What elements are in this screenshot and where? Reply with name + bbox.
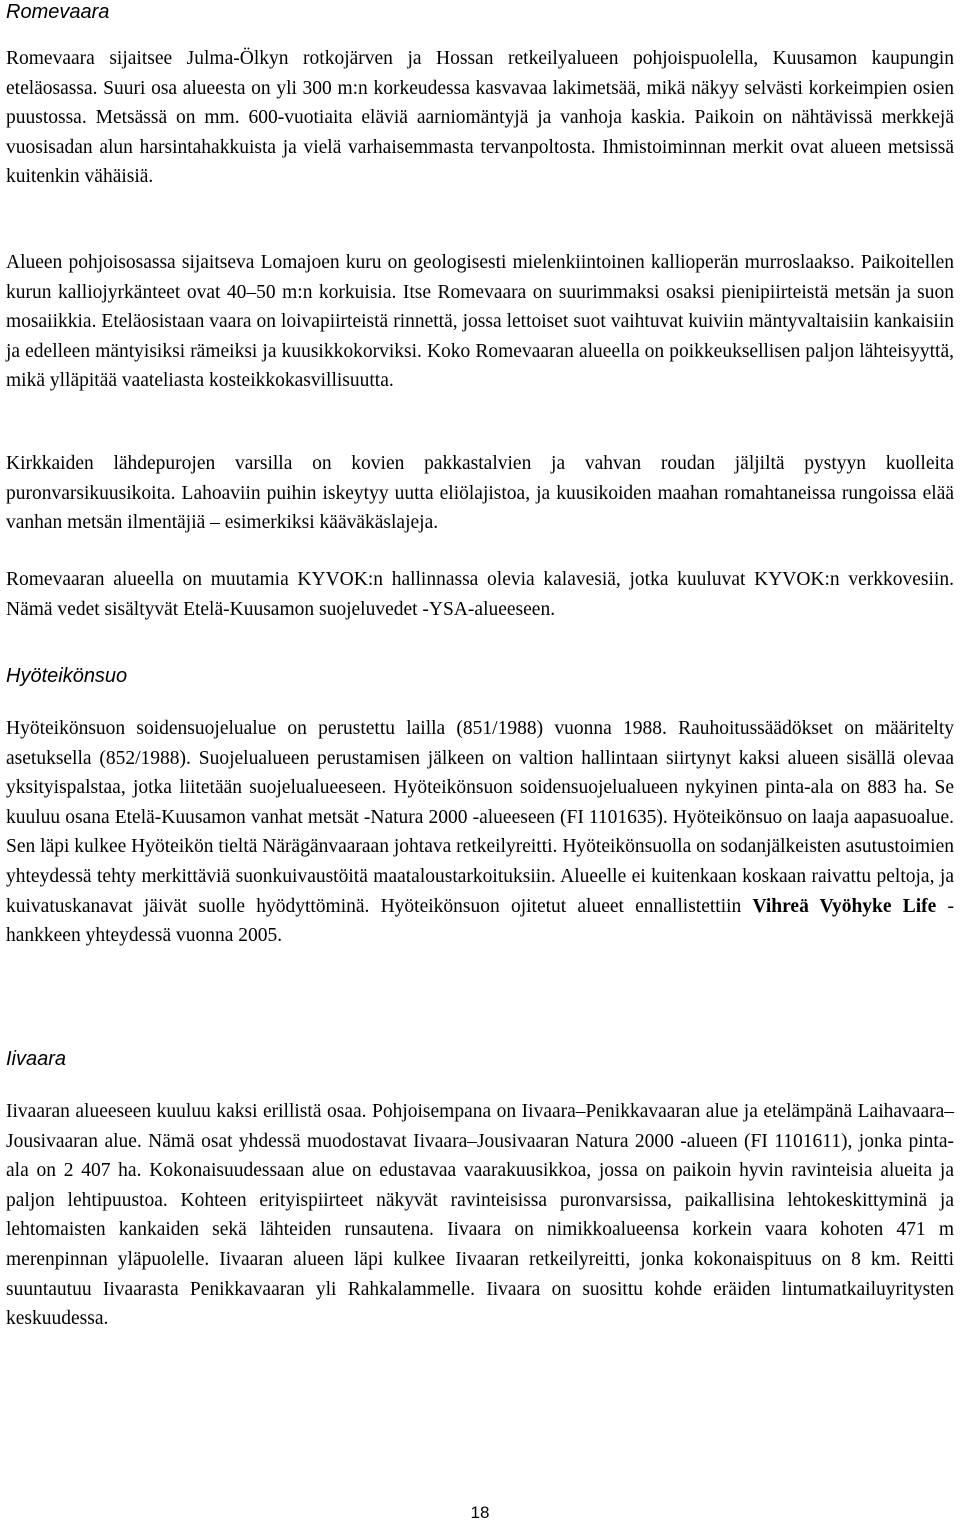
romevaara-paragraph-2: Alueen pohjoisosassa sijaitseva Lomajoen kuru on geologisesti mielenkiintoinen kallioperän murroslaakso. Paikoitellen kurun kalliojyrkänteet ovat 40–50 m:n korkuisia. Itse Romevaara on suurimmaksi osaksi pienipiirteistä metsän ja suon mosaiikkia. Eteläosistaan vaara on loivapiirteistä rinnettä, jossa lettoiset suot vaihtuvat kuiviin mäntyvaltaisiin kankaisiin ja edelleen mäntyisiksi rämeiksi ja kuusikkokorviksi. Koko Romevaaran alueella on poikkeuksellisen paljon lähteisyyttä, mikä ylläpitää vaateliasta kosteikkokasvillisuutta.: [6, 252, 954, 392]
section-heading-romevaara: Romevaara: [6, 1, 110, 23]
iivaara-paragraph: Iivaaran alueeseen kuuluu kaksi erillistä osaa. Pohjoisempana on Iivaara–Penikkavaaran alue ja etelämpänä Laihavaara–Jousivaaran alue. Nämä osat yhdessä muodostavat Iivaara–Jousivaaran Natura 2000 -alueen (FI 1101611), jonka pinta-ala on 2 407 ha. Kokonaisuudessaan alue on edustavaa vaarakuusikkoa, jossa on paikoin hyvin ravinteisia alueita ja paljon lehtipuustoa. Kohteen erityispiirteet näkyvät ravinteisissa puronvarsissa, paikallisina lehtokeskittyminä ja lehtomaisten kankaiden sekä lähteiden runsautena. Iivaara on nimikkoalueensa korkein vaara kohoten 471 m merenpinnan yläpuolelle. Iivaaran alueen läpi kulkee Iivaaran retkeilyreitti, jonka kokonaispituus on 8 km. Reitti suuntautuu Iivaarasta Penikkavaaran yli Rahkalammelle. Iivaara on suosittu kohde eräiden lintumatkailuyritysten keskuudessa.: [6, 1101, 954, 1330]
page-number: 18: [470, 1503, 490, 1522]
vihrea-vyohyke-life-project-name: Vihreä Vyöhyke Life: [752, 895, 937, 917]
romevaara-paragraph-4: Romevaaran alueella on muutamia KYVOK:n hallinnassa olevia kalavesiä, jotka kuuluvat KYVOK:n verkkovesiin. Nämä vedet sisältyvät Etelä-Kuusamon suojeluvedet -YSA-alueeseen.: [6, 569, 954, 620]
romevaara-paragraph-3: Kirkkaiden lähdepurojen varsilla on kovien pakkastalvien ja vahvan roudan jäljiltä pystyyn kuolleita puronvarsikuusikoita. Lahoaviin puihin iskeytyy uutta eliölajistoa, ja kuusikoiden maahan romahtaneissa rungoissa elää vanhan metsän ilmentäjiä – esimerkiksi kääväkäslajeja.: [6, 453, 954, 534]
hyoteikonsuo-text-part-1: Hyöteikönsuon soidensuojelualue on perustettu lailla (851/1988) vuonna 1988. Rauhoitussäädökset on määritelty asetuksella (852/1988). Suojelualueen perustamisen jälkeen on valtion hallintaan siirtynyt kaksi alueen sisällä olevaa yksityispalstaa, jotka liitetään suojelualueeseen. Hyöteikönsuon soidensuojelualueen nykyinen pinta-ala on 883 ha. Se kuuluu osana Etelä-Kuusamon vanhat metsät -Natura 2000 -alueeseen (FI 1101635). Hyöteikönsuo on laaja aapasuoalue. Sen läpi kulkee Hyöteikön tieltä Närägänvaaraan johtava retkeilyreitti. Hyöteikönsuolla on sodanjälkeisten asutustoimien yhteydessä tehty merkittäviä suonkuivaustöitä maataloustarkoituksiin. Alueelle ei kuitenkaan koskaan raivattu peltoja, ja kuivatuskanavat jäivät suolle hyödyttöminä. Hyöteikönsuon ojitetut alueet ennallistettiin: [6, 718, 954, 917]
section-heading-hyoteikonsuo: Hyöteikönsuo: [6, 665, 128, 687]
section-heading-iivaara: Iivaara: [6, 1048, 67, 1070]
romevaara-paragraph-1: Romevaara sijaitsee Julma-Ölkyn rotkojärven ja Hossan retkeilyalueen pohjoispuolella, Kuusamon kaupungin eteläosassa. Suuri osa alueesta on yli 300 m:n korkeudessa kasvavaa lakimetsää, mikä näkyy selvästi korkeimpien osien puustossa. Metsässä on mm. 600-vuotiaita eläviä aarniomäntyjä ja vanhoja kaskia. Paikoin on nähtävissä merkkejä vuosisadan alun harsintahakkuista ja vielä varhaisemmasta tervanpoltosta. Ihmistoiminnan merkit ovat alueen metsissä kuitenkin vähäisiä.: [6, 48, 954, 188]
hyoteikonsuo-text-part-2: -hankkeen yhteydessä vuonna 2005.: [6, 895, 955, 947]
hyoteikonsuo-paragraph: [6, 714, 954, 951]
